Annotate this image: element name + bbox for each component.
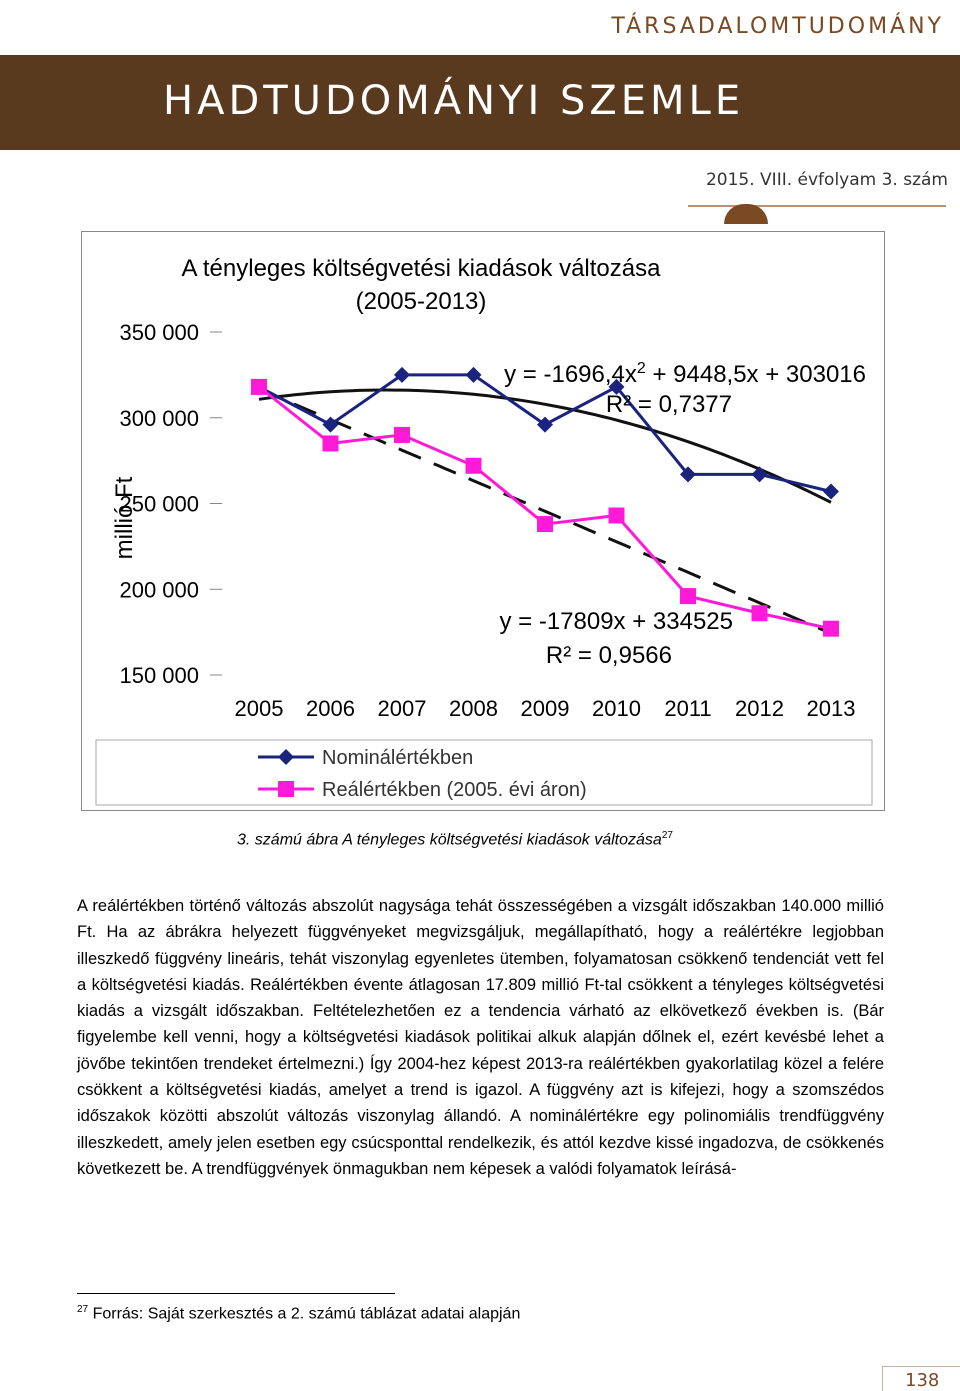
x-tick-label: 2007 <box>377 696 427 721</box>
header-top <box>0 0 960 55</box>
chart-subtitle: (2005-2013) <box>355 288 487 315</box>
trend-equation-linear: y = -17809x + 334525 <box>499 608 733 635</box>
data-point-nominal <box>752 466 768 482</box>
journal-title: HADTUDOMÁNYI SZEMLE <box>163 78 745 124</box>
caption-text: 3. számú ábra A tényleges költségvetési kiadások változása <box>237 831 662 849</box>
y-tick-label: 250 000 <box>119 491 199 517</box>
legend-label-1: Nominálértékben <box>322 747 474 769</box>
footnote <box>77 1304 520 1323</box>
page-number: 138 <box>905 1370 940 1391</box>
legend-label-2: Reálértékben (2005. évi áron) <box>322 779 587 801</box>
x-tick-label: 2013 <box>806 696 856 721</box>
x-tick-label: 2005 <box>234 696 284 721</box>
x-tick-label: 2012 <box>735 696 784 721</box>
body-paragraph: A reálértékben történő változás abszolút nagysága tehát összességében a vizsgált időszakban 140.000 millió Ft. Ha az ábrákra helyezett függvényeket megvizsgáljuk, megállapítható, hogy a reálértékre legjobban illeszkedő függvény lineáris, tehát viszonylag egyenletes ütemben, folyamatosan csökkenő tendenciát vett fel a költségvetési kiadás. Reálértékben évente átlagosan 17.809 millió Ft-tal csökkent a tényleges költségvetési kiadás a vizsgált időszakban. Feltételezhetően ez a tendencia várható az elkövetkező években is. (Bár figyelembe kell venni, hogy a költségvetési kiadások politikai alkuk alapján dőlnek el, ezért kevésbé lehet a jövőbe tekintően trendeket értelmezni.) Így 2004-hez képest 2013-ra reálértékben gyakorlatilag közel a felére csökkent a költségvetési kiadás, amelyet a trend is igazol. A függvény azt is kifejezi, hogy a szomszédos időszakok közötti abszolút változás viszonylag állandó. A nominálértékre egy polinomiális trendfüggvény illeszkedett, amely jelen esetben egy csúcsponttal rendelkezik, és attól kezdve kissé ingadozva, de csökkenés következett be. A trendfüggvények önmagukban nem képesek a valódi folyamatok leírásá- <box>77 897 884 1178</box>
trend-r2-poly: R² = 0,7377 <box>605 391 732 418</box>
section-kicker: TÁRSADALOMTUDOMÁNY <box>611 14 944 39</box>
data-point-real <box>537 516 553 532</box>
chart-svg <box>82 232 884 810</box>
y-tick-label: 200 000 <box>119 577 199 603</box>
caption-ref: 27 <box>661 830 673 841</box>
data-point-real <box>752 605 768 621</box>
chart-frame <box>81 231 885 811</box>
data-point-real <box>823 621 839 637</box>
page-number-divider <box>882 1366 883 1391</box>
x-tick-label: 2010 <box>592 696 641 721</box>
data-point-real <box>466 458 482 474</box>
body-text <box>77 893 884 1182</box>
footnote-num: 27 <box>77 1304 89 1315</box>
trend-equation-poly: $y = -1696,4x^2 + 9448,5x + 303016$ <box>504 360 866 388</box>
legend-marker-real <box>278 781 294 797</box>
figure-caption <box>237 830 673 849</box>
issue-label: 2015. VIII. évfolyam 3. szám <box>705 170 948 190</box>
page-number-rule <box>882 1366 960 1367</box>
header-rule <box>688 205 946 207</box>
y-tick-label: 150 000 <box>119 663 199 688</box>
y-tick-label: 350 000 <box>119 320 199 345</box>
x-tick-label: 2006 <box>306 696 355 721</box>
data-point-real <box>609 508 625 524</box>
footnote-rule <box>77 1293 395 1294</box>
chart-title: A tényleges költségvetési kiadások változása <box>181 255 661 282</box>
x-tick-label: 2008 <box>449 696 498 721</box>
y-axis-label: millió Ft <box>111 476 138 560</box>
x-tick-label: 2009 <box>520 696 570 721</box>
data-point-nominal <box>823 483 839 499</box>
y-tick-label: 300 000 <box>119 405 199 431</box>
data-point-real <box>323 435 339 451</box>
data-point-real <box>680 588 696 604</box>
data-point-real <box>251 379 267 395</box>
x-tick-label: 2011 <box>664 696 712 721</box>
data-point-real <box>394 427 410 443</box>
header-ornament <box>724 204 768 224</box>
trendline-polynomial <box>259 390 831 502</box>
footnote-text: Forrás: Saját szerkesztés a 2. számú táblázat adatai alapján <box>92 1305 521 1323</box>
trend-r2-linear: R² = 0,9566 <box>545 642 672 669</box>
